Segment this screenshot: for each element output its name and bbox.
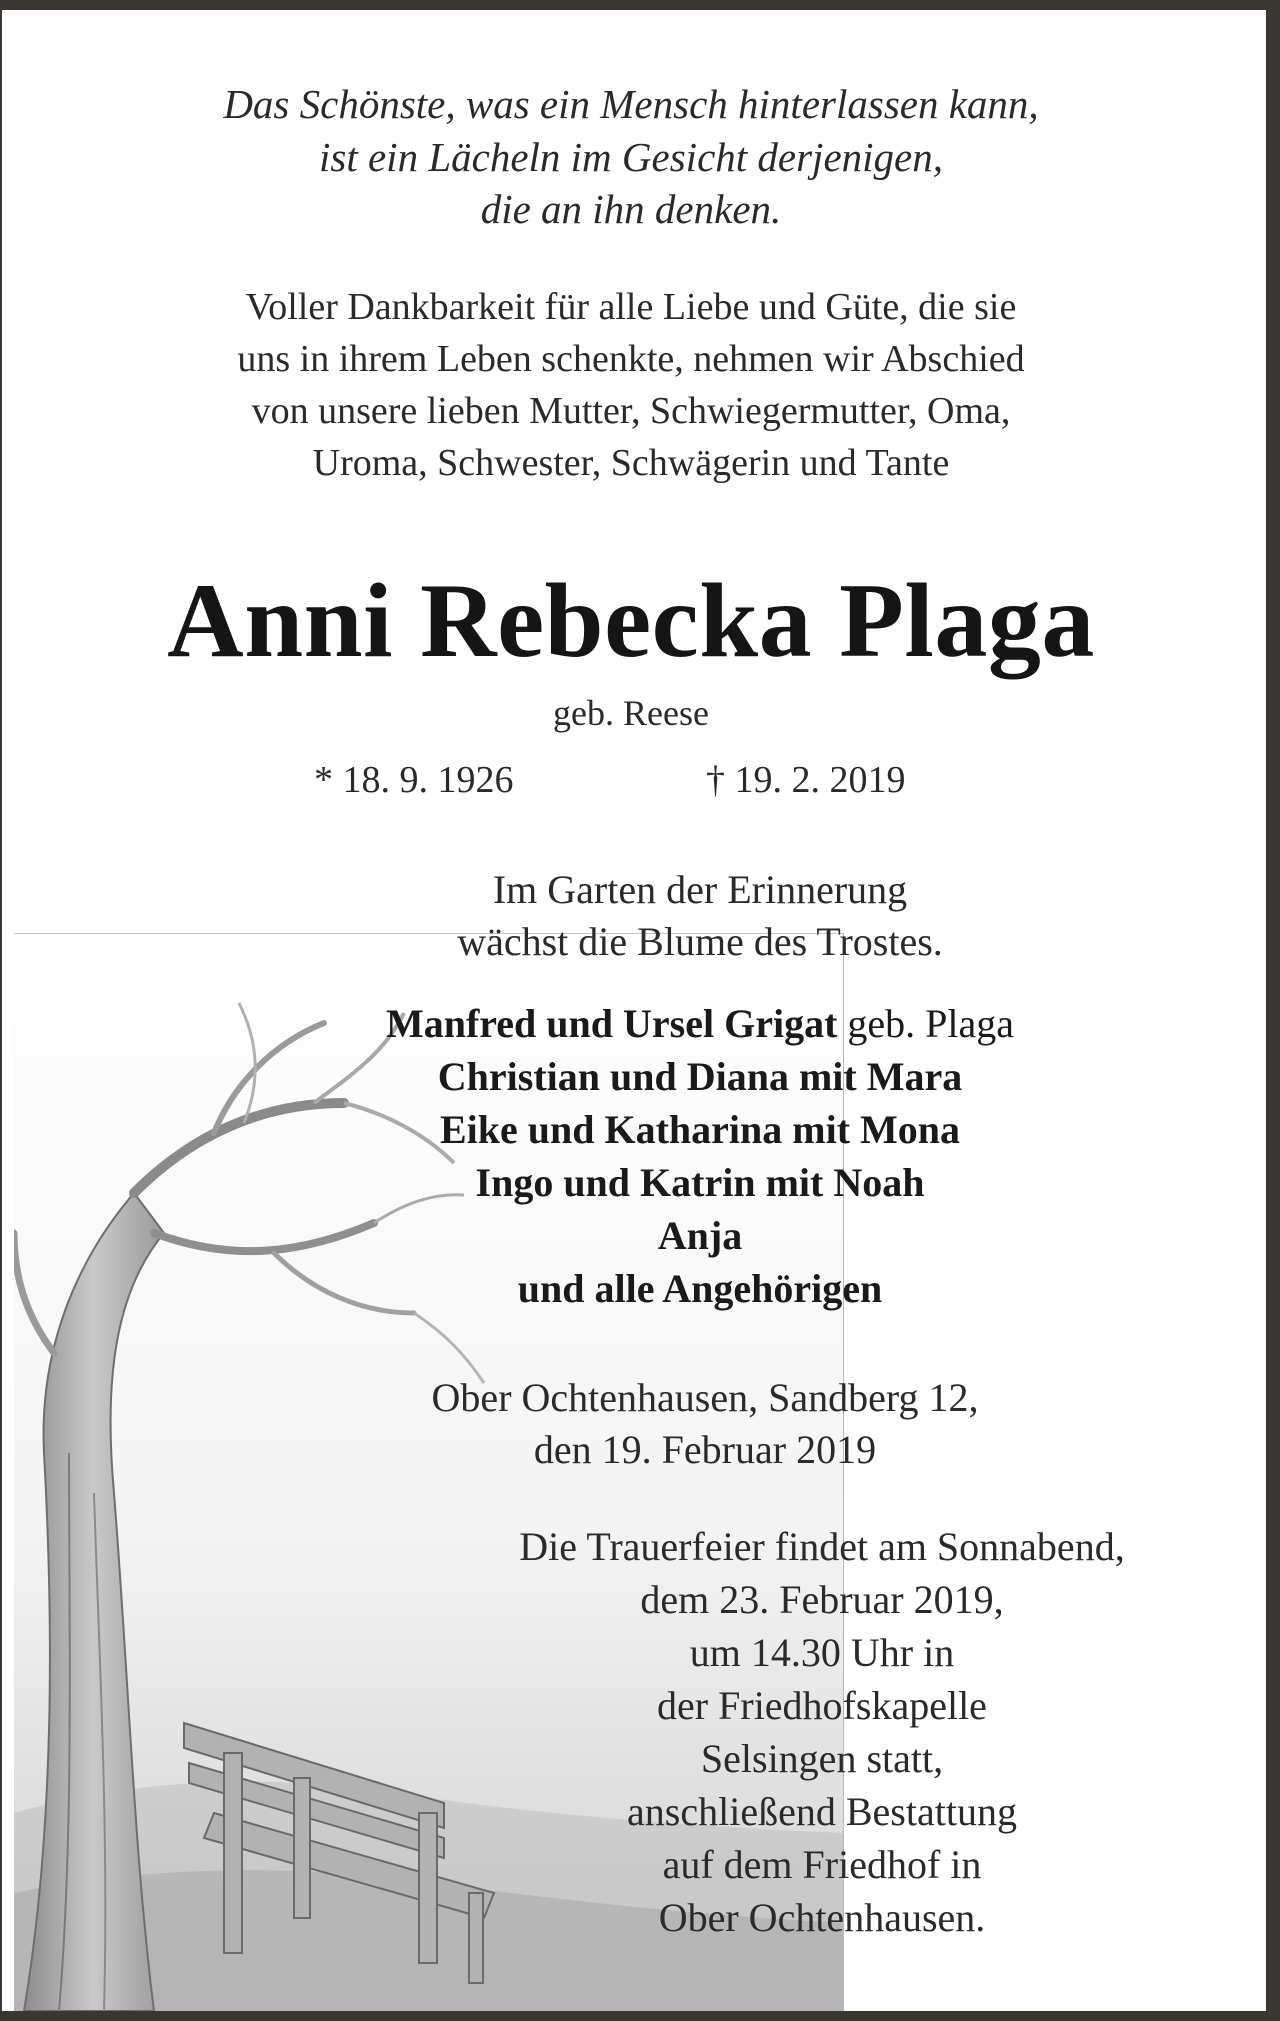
funeral-line-3: um 14.30 Uhr in — [689, 1630, 955, 1675]
funeral-line-6: anschließend Bestattung — [627, 1789, 1017, 1834]
family-line-6: und alle Angehörigen — [517, 1266, 883, 1311]
family-line-4: Ingo und Katrin mit Noah — [475, 1160, 925, 1205]
quote-line-1: Das Schönste, was ein Mensch hinterlassen kann, — [223, 81, 1039, 127]
verse-line-2: wächst die Blume des Trostes. — [457, 919, 943, 964]
intro-line-3: von unsere lieben Mutter, Schwiegermutter, Oma, — [251, 390, 1011, 432]
intro-line-2: uns in ihrem Leben schenkte, nehmen wir Abschied — [237, 338, 1025, 380]
place-line-2: den 19. Februar 2019 — [533, 1427, 877, 1472]
birth-name: geb. Reese — [553, 693, 709, 733]
deceased-name: Anni Rebecka Plaga — [167, 562, 1095, 679]
funeral-line-4: der Friedhofskapelle — [657, 1683, 987, 1728]
family-line-1 — [0, 1000, 1280, 1047]
family-primary-names: Manfred und Ursel Grigat — [385, 1001, 838, 1046]
family-line-3: Eike und Katharina mit Mona — [439, 1107, 961, 1152]
family-line-5: Anja — [657, 1213, 743, 1258]
intro-line-1: Voller Dankbarkeit für alle Liebe und Güte, die sie — [245, 286, 1017, 328]
family-line-2: Christian und Diana mit Mara — [437, 1054, 963, 1099]
quote-line-3: die an ihn denken. — [480, 186, 782, 232]
quote-line-2: ist ein Lächeln im Gesicht derjenigen, — [319, 134, 943, 180]
intro-line-4: Uroma, Schwester, Schwägerin und Tante — [312, 442, 950, 484]
funeral-line-8: Ober Ochtenhausen. — [658, 1895, 986, 1940]
verse-line-1: Im Garten der Erinnerung — [492, 867, 908, 912]
place-line-1: Ober Ochtenhausen, Sandberg 12, — [431, 1375, 979, 1420]
funeral-line-7: auf dem Friedhof in — [662, 1842, 982, 1887]
funeral-line-5: Selsingen statt, — [700, 1736, 944, 1781]
family-primary-maiden: geb. Plaga — [837, 1001, 1015, 1046]
death-date: † 19. 2. 2019 — [706, 759, 906, 801]
birth-date: * 18. 9. 1926 — [314, 759, 514, 801]
funeral-line-1: Die Trauerfeier findet am Sonnabend, — [519, 1524, 1125, 1569]
funeral-line-2: dem 23. Februar 2019, — [640, 1577, 1004, 1622]
